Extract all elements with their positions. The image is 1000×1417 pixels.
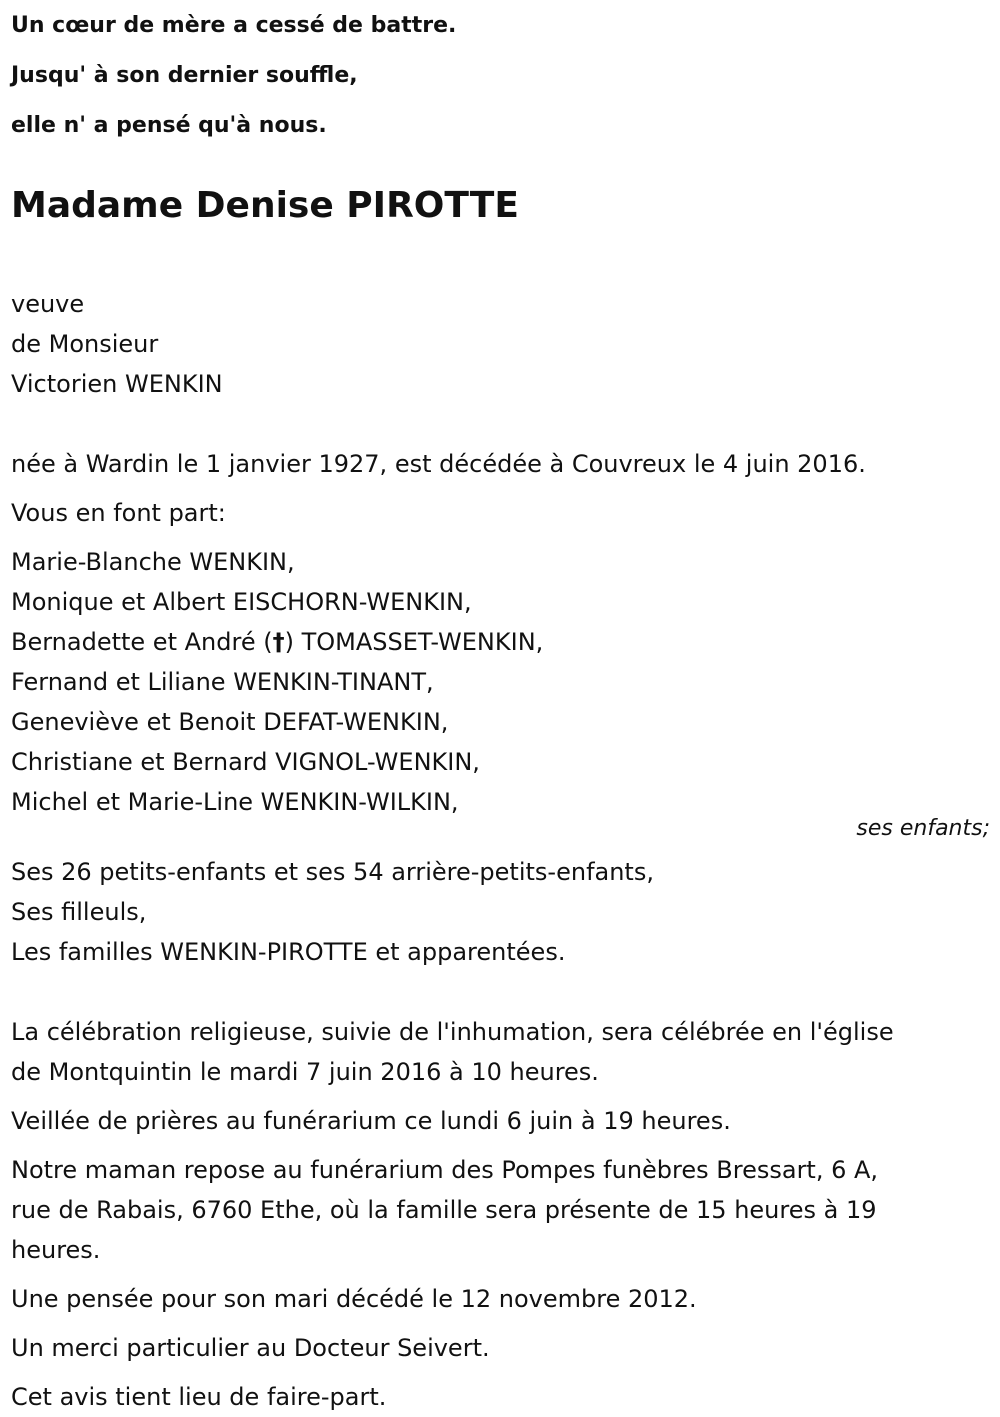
child-entry: Michel et Marie-Line WENKIN-WILKIN, [11, 788, 459, 816]
family-line: Les familles WENKIN-PIROTTE et apparentées. [11, 938, 566, 966]
child-entry: Fernand et Liliane WENKIN-TINANT, [11, 668, 434, 696]
opening-verse [11, 1, 991, 151]
rest-paragraph [11, 1150, 991, 1270]
birth-death-line: née à Wardin le 1 janvier 1927, est décédée à Couvreux le 4 juin 2016. [11, 450, 866, 478]
widow-line: Victorien WENKIN [11, 370, 223, 398]
vigil-paragraph: Veillée de prières au funérarium ce lundi 6 juin à 19 heures. [11, 1107, 731, 1135]
children-role-label: ses enfants; [856, 816, 990, 841]
child-entry-text: Bernadette et André ( [11, 628, 273, 656]
notice-paragraph: Cet avis tient lieu de faire-part. [11, 1383, 387, 1411]
child-entry: Marie-Blanche WENKIN, [11, 548, 295, 576]
verse-line: Jusqu' à son dernier souffle, [11, 63, 358, 88]
widow-line: de Monsieur [11, 330, 159, 358]
extended-family [11, 852, 991, 972]
child-entry: Monique et Albert EISCHORN-WENKIN, [11, 588, 472, 616]
child-entry [11, 622, 991, 662]
celebration-line: La célébration religieuse, suivie de l'inhumation, sera célébrée en l'église [11, 1018, 894, 1046]
child-entry: Christiane et Bernard VIGNOL-WENKIN, [11, 748, 480, 776]
verse-line: Un cœur de mère a cessé de battre. [11, 13, 457, 38]
rest-line: rue de Rabais, 6760 Ethe, où la famille sera présente de 15 heures à 19 [11, 1196, 877, 1224]
announcement-line: Vous en font part: [11, 499, 226, 527]
rest-line: Notre maman repose au funérarium des Pompes funèbres Bressart, 6 A, [11, 1156, 879, 1184]
children-list [11, 542, 991, 822]
verse-line: elle n' a pensé qu'à nous. [11, 113, 327, 138]
widow-block [11, 284, 991, 404]
celebration-paragraph [11, 1012, 991, 1092]
husband-remembrance: Une pensée pour son mari décédé le 12 novembre 2012. [11, 1285, 697, 1313]
obituary-notice [11, 0, 991, 1417]
celebration-line: de Montquintin le mardi 7 juin 2016 à 10 heures. [11, 1058, 599, 1086]
deceased-name: Madame Denise PIROTTE [11, 185, 519, 226]
family-line: Ses 26 petits-enfants et ses 54 arrière-petits-enfants, [11, 858, 654, 886]
cross-icon: † [272, 628, 285, 656]
child-entry: Geneviève et Benoit DEFAT-WENKIN, [11, 708, 449, 736]
family-line: Ses filleuls, [11, 898, 147, 926]
child-entry-text: ) TOMASSET-WENKIN, [284, 628, 544, 656]
rest-line: heures. [11, 1236, 101, 1264]
widow-line: veuve [11, 290, 85, 318]
thanks-paragraph: Un merci particulier au Docteur Seivert. [11, 1334, 490, 1362]
